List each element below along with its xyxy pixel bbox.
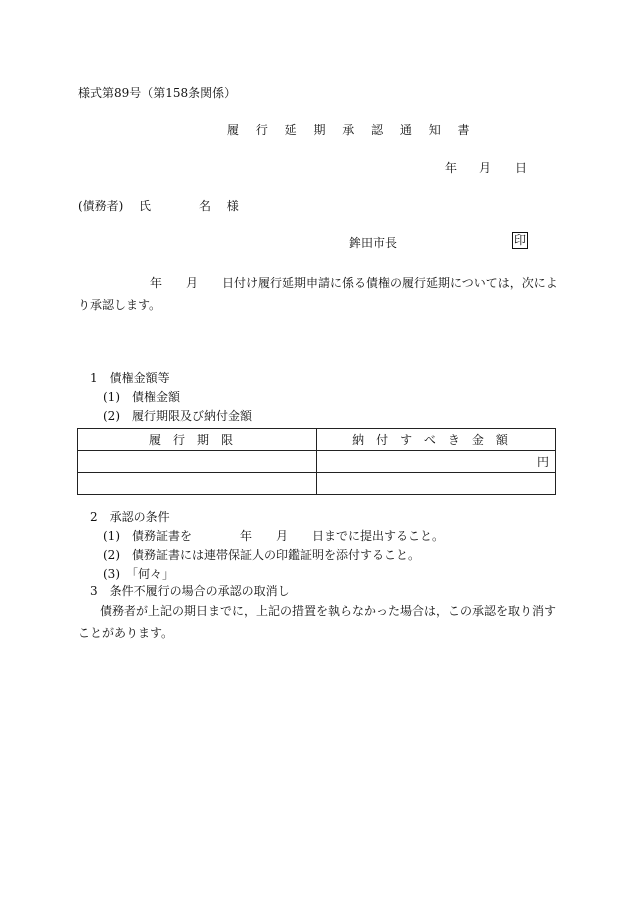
addressee-name-label: 氏 名 xyxy=(139,199,212,213)
form-number: 様式第89号（第158条関係） xyxy=(78,86,237,100)
document-title: 履 行 延 期 承 認 通 知 書 xyxy=(227,123,477,137)
date-year: 年 xyxy=(445,161,458,175)
addressee-line xyxy=(78,197,239,214)
approval-text: 年 月 日付け履行延期申請に係る債権の履行延期については，次により承認します。 xyxy=(78,276,558,312)
seal-mark: 印 xyxy=(514,233,527,247)
table-cell-due-date xyxy=(78,451,317,473)
section3-heading: 3 条件不履行の場合の承認の取消し xyxy=(90,584,290,598)
table-cell-due-date xyxy=(78,473,317,495)
section2-item3: (3) 「何々」 xyxy=(103,567,174,581)
section2-heading: 2 承認の条件 xyxy=(90,510,170,524)
section2-item2: (2) 債務証書には連帯保証人の印鑑証明を添付すること。 xyxy=(103,548,421,562)
section3-text: 債務者が上記の期日までに，上記の措置を執らなかった場合は，この承認を取り消すことがあります。 xyxy=(78,604,557,640)
section1-item1: (1) 債権金額 xyxy=(103,390,180,404)
table-header-row xyxy=(78,429,556,451)
table-cell-amount: 円 xyxy=(317,451,556,473)
sender-name: 鉾田市長 xyxy=(349,236,398,250)
amounts-table xyxy=(77,428,556,495)
section2-item1: (1) 債務証書を 年 月 日までに提出すること。 xyxy=(103,529,445,543)
date-line xyxy=(445,159,527,176)
table-cell-amount xyxy=(317,473,556,495)
section1-heading: 1 債権金額等 xyxy=(90,371,170,385)
date-day: 日 xyxy=(515,161,528,175)
table-row xyxy=(78,473,556,495)
col-header-amount: 納付すべき金額 xyxy=(317,429,556,451)
section1-item2: (2) 履行期限及び納付金額 xyxy=(103,409,252,423)
addressee-label: (債務者) xyxy=(78,199,124,213)
table-row xyxy=(78,451,556,473)
date-month: 月 xyxy=(479,161,492,175)
col-header-due-date: 履行期限 xyxy=(78,429,317,451)
addressee-honorific: 様 xyxy=(226,199,239,213)
